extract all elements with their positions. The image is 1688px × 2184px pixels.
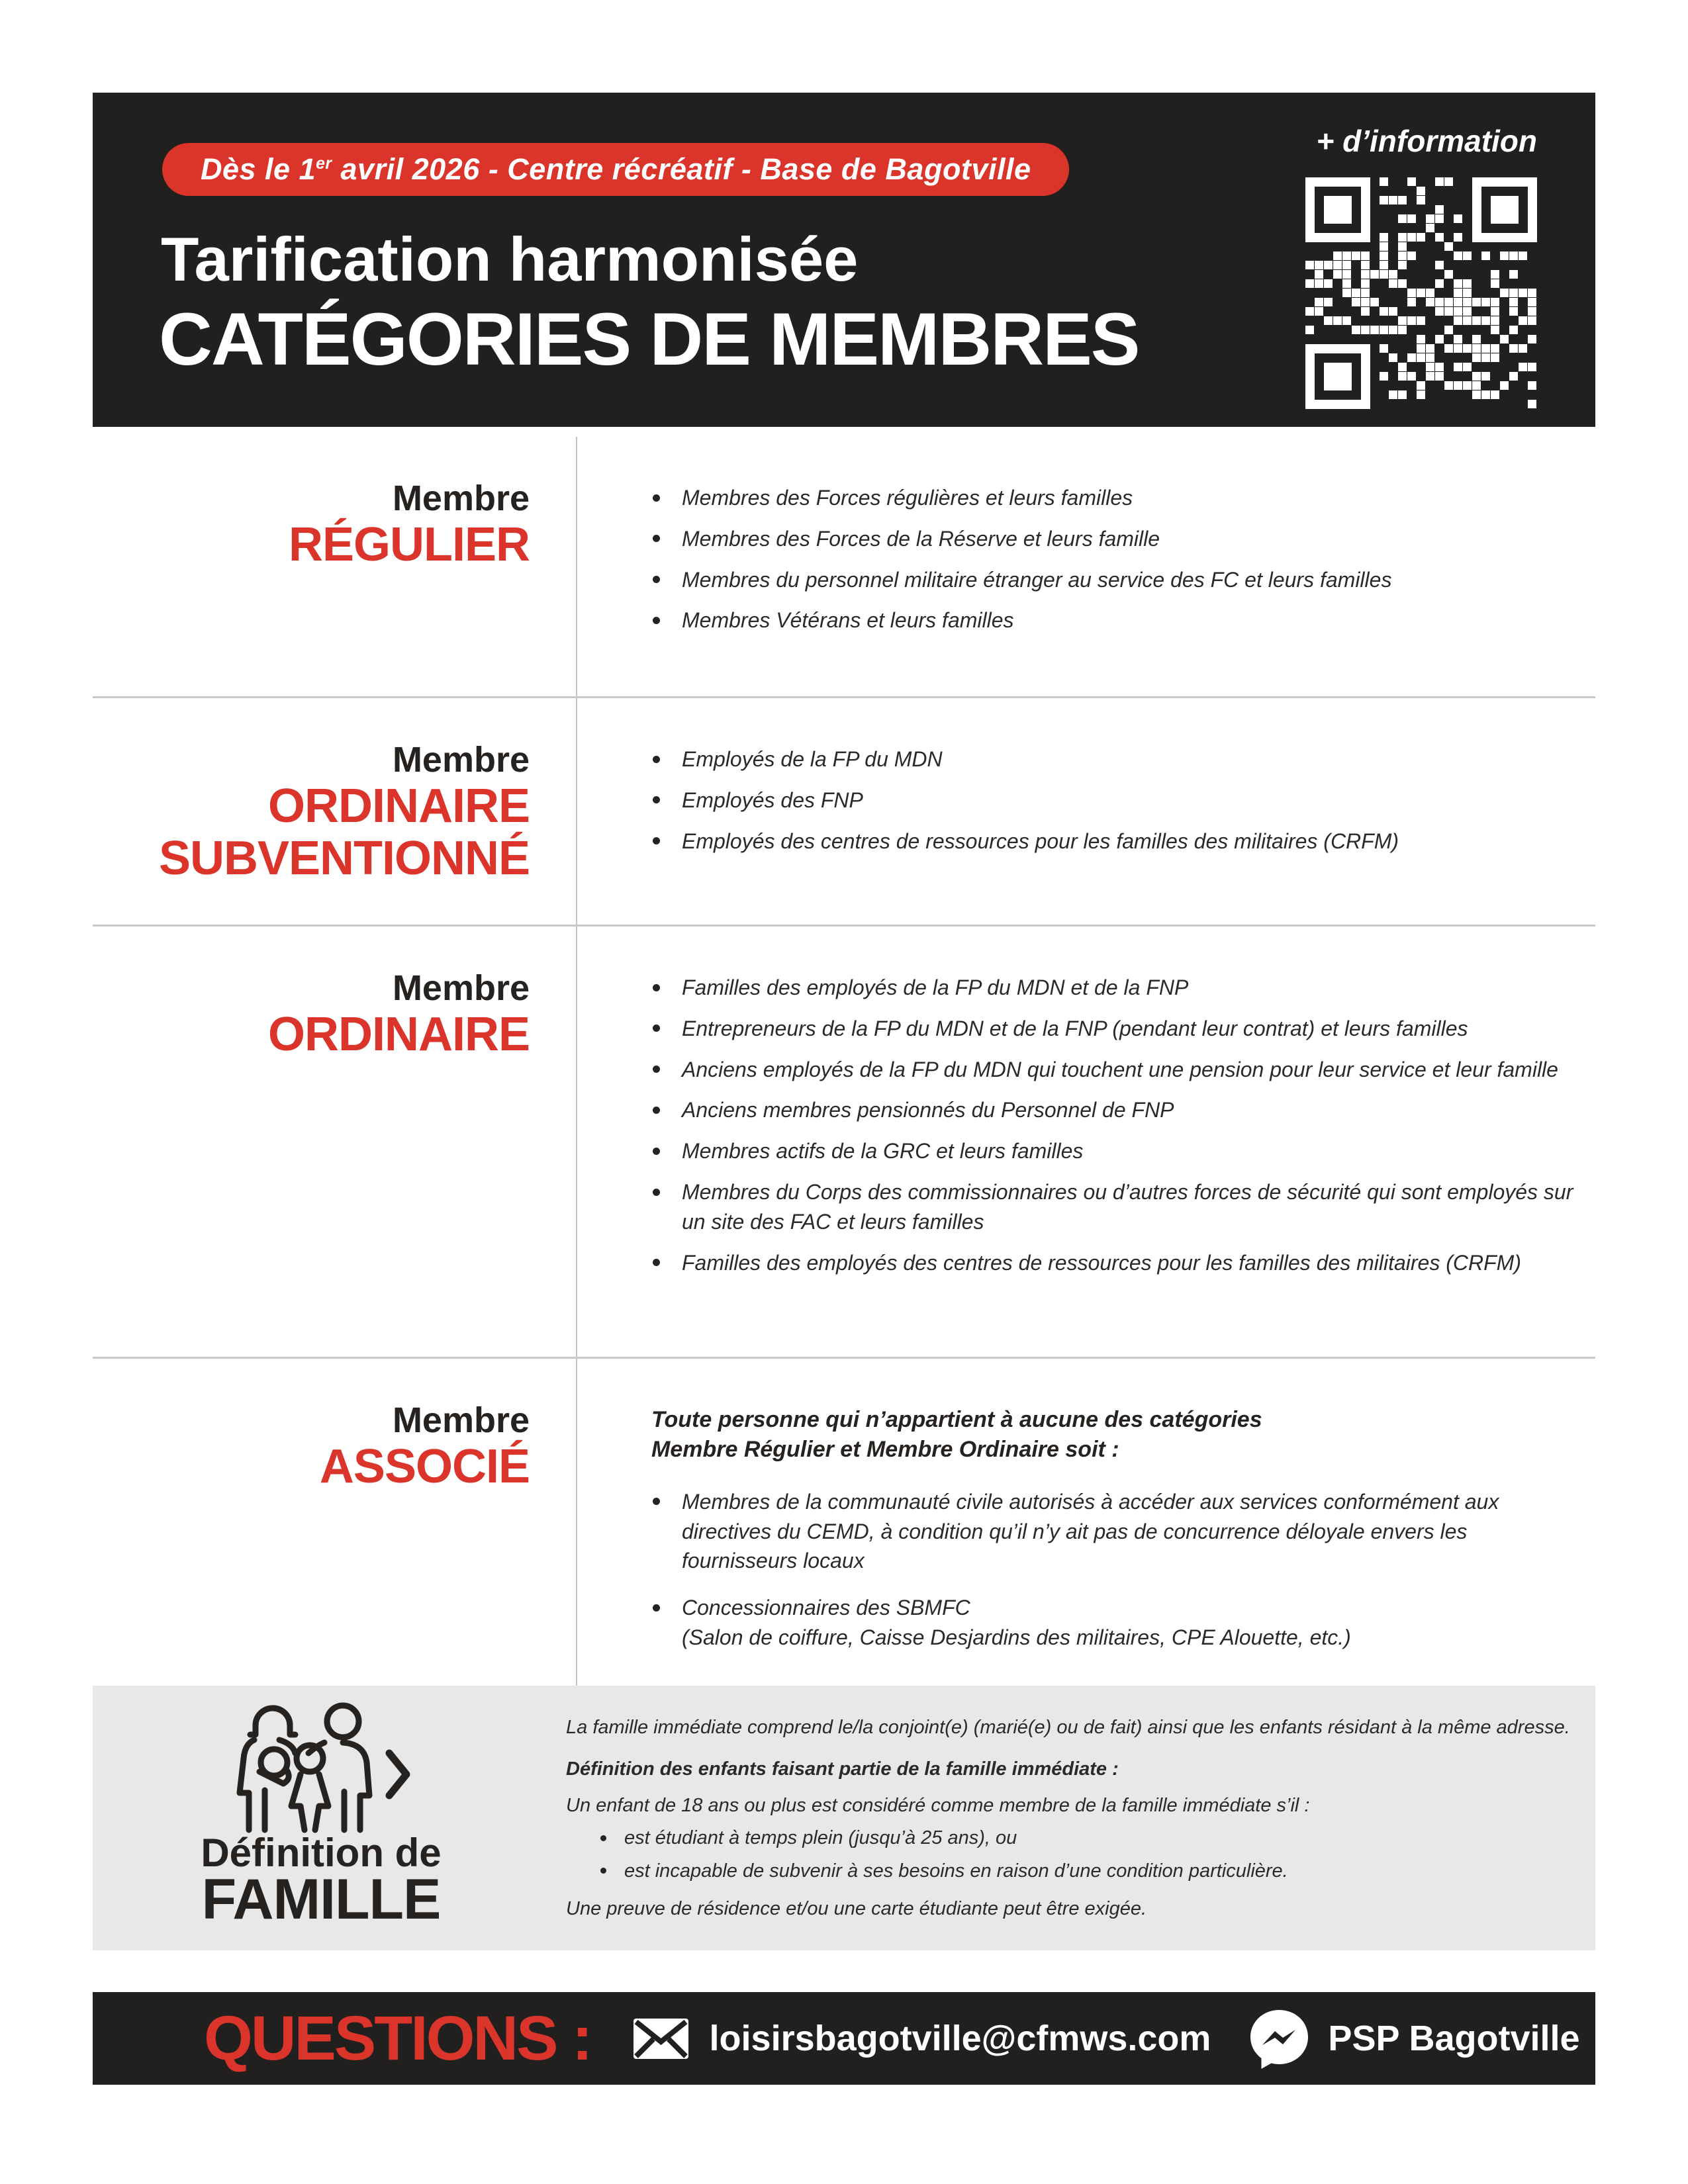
section-heading-top: Membre <box>392 478 530 518</box>
messenger-handle[interactable]: PSP Bagotville <box>1328 2019 1580 2058</box>
list-item: Employés de la FP du MDN <box>651 745 1582 774</box>
list-item: Familles des employés de la FP du MDN et de la FNP <box>651 973 1582 1003</box>
family-line1: La famille immédiate comprend le/la conjoint(e) (marié(e) ou de fait) ainsi que les enfants résidant à la même adresse. <box>566 1717 1570 1738</box>
section-heading-top: Membre <box>392 740 530 780</box>
associe-intro-line1: Toute personne qui n’appartient à aucune des catégories <box>651 1407 1262 1432</box>
list-item: Concessionnaires des SBMFC (Salon de coiffure, Caisse Desjardins des militaires, CPE Alouette, etc.) <box>651 1593 1536 1653</box>
questions-label: QUESTIONS : <box>204 2003 591 2073</box>
bullet-list <box>651 1487 1582 1653</box>
list-item: Entrepreneurs de la FP du MDN et de la FNP (pendant leur contrat) et leurs familles <box>651 1014 1582 1044</box>
bullet-list <box>651 483 1582 635</box>
list-item: Membres actifs de la GRC et leurs familles <box>651 1136 1582 1166</box>
section-heading-main: SUBVENTIONNÉ <box>158 832 530 886</box>
date-pill-text: Dès le 1er avril 2026 - Centre récréatif - Base de Bagotville <box>201 152 1031 186</box>
section-details <box>576 698 1595 925</box>
family-definition-label-block <box>93 1686 549 1950</box>
list-item: Anciens employés de la FP du MDN qui touchent une pension pour leur service et leur famille <box>651 1055 1582 1085</box>
member-categories <box>93 437 1595 1696</box>
family-line3: Une preuve de résidence et/ou une carte étudiante peut être exigée. <box>566 1897 1147 1919</box>
section-details <box>576 927 1595 1357</box>
header-banner <box>93 93 1595 427</box>
section-membre-associe <box>93 1359 1595 1696</box>
section-heading-main: RÉGULIER <box>288 518 530 572</box>
section-membre-ordinaire-subventionne <box>93 698 1595 927</box>
messenger-icon <box>1248 2007 1311 2070</box>
list-item: Membres Vétérans et leurs familles <box>651 606 1582 635</box>
family-heading: Définition des enfants faisant partie de la famille immédiate : <box>566 1758 1119 1780</box>
section-heading <box>93 927 576 1357</box>
list-item: est incapable de subvenir à ses besoins en raison d’une condition particulière. <box>600 1858 1589 1884</box>
page-subtitle: Tarification harmonisée <box>161 224 859 294</box>
section-membre-ordinaire <box>93 927 1595 1359</box>
bullet-list <box>651 745 1582 856</box>
list-item: Employés des FNP <box>651 786 1582 815</box>
list-item: Familles des employés des centres de ressources pour les familles des militaires (CRFM) <box>651 1248 1582 1278</box>
qr-label: + d’information <box>1316 124 1537 158</box>
footer-banner <box>93 1992 1595 2085</box>
section-heading <box>93 1359 576 1696</box>
list-item: Employés des centres de ressources pour les familles des militaires (CRFM) <box>651 827 1582 856</box>
section-heading-top: Membre <box>392 968 530 1008</box>
list-item: Membres de la communauté civile autorisés à accéder aux services conformément aux directives du CEMD, à condition qu’il n’y ait pas de concurrence déloyale envers les fournisseurs locaux <box>651 1487 1536 1576</box>
family-definition-band <box>93 1686 1595 1950</box>
list-item: Membres des Forces régulières et leurs familles <box>651 483 1582 513</box>
section-heading-top: Membre <box>392 1400 530 1440</box>
family-bullet-list <box>566 1825 1589 1884</box>
section-heading-main: ASSOCIÉ <box>319 1440 530 1494</box>
family-line2: Un enfant de 18 ans ou plus est considéré comme membre de la famille immédiate s’il : <box>566 1795 1310 1817</box>
list-item: est étudiant à temps plein (jusqu’à 25 ans), ou <box>600 1825 1589 1851</box>
section-details <box>576 437 1595 696</box>
family-definition-text <box>566 1715 1589 1922</box>
list-item: Membres du personnel militaire étranger au service des FC et leurs familles <box>651 565 1582 595</box>
bullet-list <box>651 973 1582 1277</box>
page-title: CATÉGORIES DE MEMBRES <box>159 298 1139 381</box>
associe-intro <box>651 1405 1582 1465</box>
section-heading-main: ORDINAIRE <box>267 780 530 833</box>
date-pill <box>162 143 1069 196</box>
section-heading-main: ORDINAIRE <box>267 1008 530 1062</box>
section-details <box>576 1359 1595 1696</box>
associe-intro-line2: Membre Régulier et Membre Ordinaire soit : <box>651 1436 1119 1462</box>
family-label-main: FAMILLE <box>201 1868 441 1931</box>
contact-email[interactable]: loisirsbagotville@cfmws.com <box>709 2019 1211 2058</box>
list-item: Membres des Forces de la Réserve et leurs famille <box>651 524 1582 554</box>
section-membre-regulier <box>93 437 1595 698</box>
list-item: Anciens membres pensionnés du Personnel de FNP <box>651 1095 1582 1125</box>
family-icon <box>232 1699 410 1835</box>
section-heading <box>93 698 576 925</box>
section-heading <box>93 437 576 696</box>
envelope-icon <box>630 2007 692 2070</box>
family-label-top: Définition de <box>201 1831 442 1875</box>
list-item: Membres du Corps des commissionnaires ou d’autres forces de sécurité qui sont employés sur un site des FAC et leurs familles <box>651 1177 1582 1237</box>
qr-code-icon <box>1305 177 1537 409</box>
